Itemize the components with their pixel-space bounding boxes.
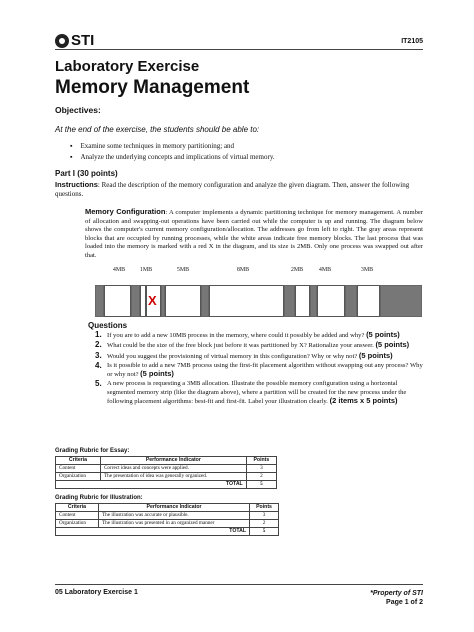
question-number: 5. [95, 379, 102, 389]
instructions-label: Instructions [55, 180, 98, 189]
occupied-block [380, 285, 422, 317]
free-block [104, 285, 131, 317]
memory-strip [95, 285, 422, 317]
question-points: (5 points) [140, 369, 174, 379]
memory-config-label: Memory Configuration [85, 207, 166, 216]
total-label: TOTAL [56, 528, 250, 536]
free-block [209, 285, 284, 317]
question-text: A new process is requesting a 3MB allocation. Illustrate the possible memory configuration using a horizontal segmented memory strip (like the diagram above), where a partition will be created for the new process under the following placement algorithms: best-fit and first-fit. Label your illustration clearly. [107, 380, 407, 406]
memory-config-text: : A computer implements a dynamic partitioning technique for memory management. A number of allocation and swapping-out operations have been carried out while the computer is up and running. The diagram below shows the computer's current memory configuration/allocation. The addresses go from left to right. The gray areas represent blocks that are occupied by running processes, while the white areas indicate free memory blocks. The last process that was loaded into the memory is marked with a red X in the diagram, and its size is 2MB. Only one process was swapped out after that. [85, 209, 423, 259]
page-title: Memory Management [55, 77, 250, 98]
instructions-text: : Read the description of the memory configuration and analyze the given diagram. Then, answer the following questions. [55, 181, 410, 198]
course-code: IT2105 [401, 38, 423, 45]
questions-heading: Questions [88, 321, 128, 330]
table-total-row [56, 528, 279, 536]
table-cell: 2 [250, 520, 279, 528]
column-header: Performance Indicator [100, 457, 246, 465]
column-header: Points [250, 504, 279, 512]
table-cell: Content [56, 465, 101, 473]
page-number: Page 1 of 2 [386, 599, 423, 606]
table-cell: The illustration was presented in an organized manner [99, 520, 250, 528]
table-cell: Correct ideas and concepts were applied. [100, 465, 246, 473]
free-block [317, 285, 345, 317]
occupied-block [95, 285, 104, 317]
table-cell: Content [56, 512, 99, 520]
last-loaded-block [146, 285, 161, 317]
table-cell: 2 [246, 473, 276, 481]
table-row [56, 473, 277, 481]
total-value: 5 [250, 528, 279, 536]
instructions [55, 180, 423, 199]
objectives-heading: Objectives: [55, 105, 101, 115]
question-item [95, 362, 425, 380]
illustration-rubric-table [55, 503, 279, 536]
question-points: (5 points) [375, 340, 410, 350]
question-item [95, 352, 425, 361]
x-mark: X [148, 293, 157, 308]
block-label-8mb: 8MB [236, 267, 250, 273]
part-heading: Part I (30 points) [55, 169, 118, 178]
objectives-intro: At the end of the exercise, the students should be able to: [55, 125, 260, 134]
occupied-block [310, 285, 317, 317]
table-row [56, 520, 279, 528]
free-block [295, 285, 310, 317]
question-text: Would you suggest the provisioning of virtual memory in this configuration? Why or why not? [107, 352, 358, 360]
question-points: (2 items x 5 points) [329, 396, 398, 406]
question-item [95, 380, 425, 406]
sti-logo [55, 32, 94, 49]
block-label-1mb: 1MB [139, 267, 153, 273]
subtitle: Laboratory Exercise [55, 58, 200, 75]
question-number: 3. [95, 350, 102, 360]
objectives-list [70, 141, 275, 163]
table-cell: Organization [56, 473, 101, 481]
total-value: 5 [246, 481, 276, 489]
question-text: What could be the size of the free block just before it was partitioned by X? Rationalize your answer. [107, 342, 374, 350]
table-header-row [56, 504, 279, 512]
free-block [165, 285, 201, 317]
free-block [357, 285, 380, 317]
footer-right [370, 589, 423, 607]
footer-left: 05 Laboratory Exercise 1 [55, 589, 138, 596]
column-header: Performance Indicator [99, 504, 250, 512]
question-points: (5 points) [366, 330, 400, 339]
block-label-4mb-b: 4MB [318, 267, 332, 273]
occupied-block [345, 285, 357, 317]
footer-rule [55, 584, 423, 585]
table-row [56, 465, 277, 473]
column-header: Criteria [56, 457, 101, 465]
table-row [56, 512, 279, 520]
essay-rubric-table [55, 456, 277, 489]
occupied-block [201, 285, 209, 317]
question-text: Is it possible to add a new 7MB process using the first-fit placement algorithm without swapping out any process? Why or why not? [107, 361, 423, 379]
table-cell: Organization [56, 520, 99, 528]
occupied-block [131, 285, 140, 317]
block-label-4mb: 4MB [112, 267, 126, 273]
table-cell: The illustration was accurate or plausible. [99, 512, 250, 520]
question-item [95, 331, 425, 340]
block-label-2mb: 2MB [290, 267, 304, 273]
block-label-5mb: 5MB [176, 267, 190, 273]
table-cell: 3 [250, 512, 279, 520]
question-number: 2. [95, 340, 102, 350]
block-label-3mb: 3MB [360, 267, 374, 273]
logo-text: STI [71, 32, 95, 49]
question-text: If you are to add a new 10MB process in the memory, where could it possibly be added and why? [107, 332, 365, 339]
illustration-rubric-title: Grading Rubric for Illustration: [55, 495, 143, 501]
sti-logo-icon [55, 34, 69, 48]
question-item [95, 341, 425, 350]
header-rule [55, 49, 423, 50]
memory-configuration [85, 208, 423, 260]
occupied-block [284, 285, 295, 317]
table-total-row [56, 481, 277, 489]
total-label: TOTAL [56, 481, 247, 489]
table-cell: The presentation of idea was generally organized. [100, 473, 246, 481]
objective-item: ▪ Examine some techniques in memory partitioning; and [70, 141, 275, 152]
objective-item: ▪ Analyze the underlying concepts and implications of virtual memory. [70, 152, 275, 163]
column-header: Points [246, 457, 276, 465]
question-number: 4. [95, 360, 102, 370]
question-number: 1. [95, 330, 102, 339]
table-header-row [56, 457, 277, 465]
table-cell: 3 [246, 465, 276, 473]
footer-property: *Property of STI [370, 590, 423, 597]
column-header: Criteria [56, 504, 99, 512]
questions-list [95, 331, 425, 407]
question-points: (5 points) [358, 350, 393, 360]
essay-rubric-title: Grading Rubric for Essay: [55, 448, 130, 454]
